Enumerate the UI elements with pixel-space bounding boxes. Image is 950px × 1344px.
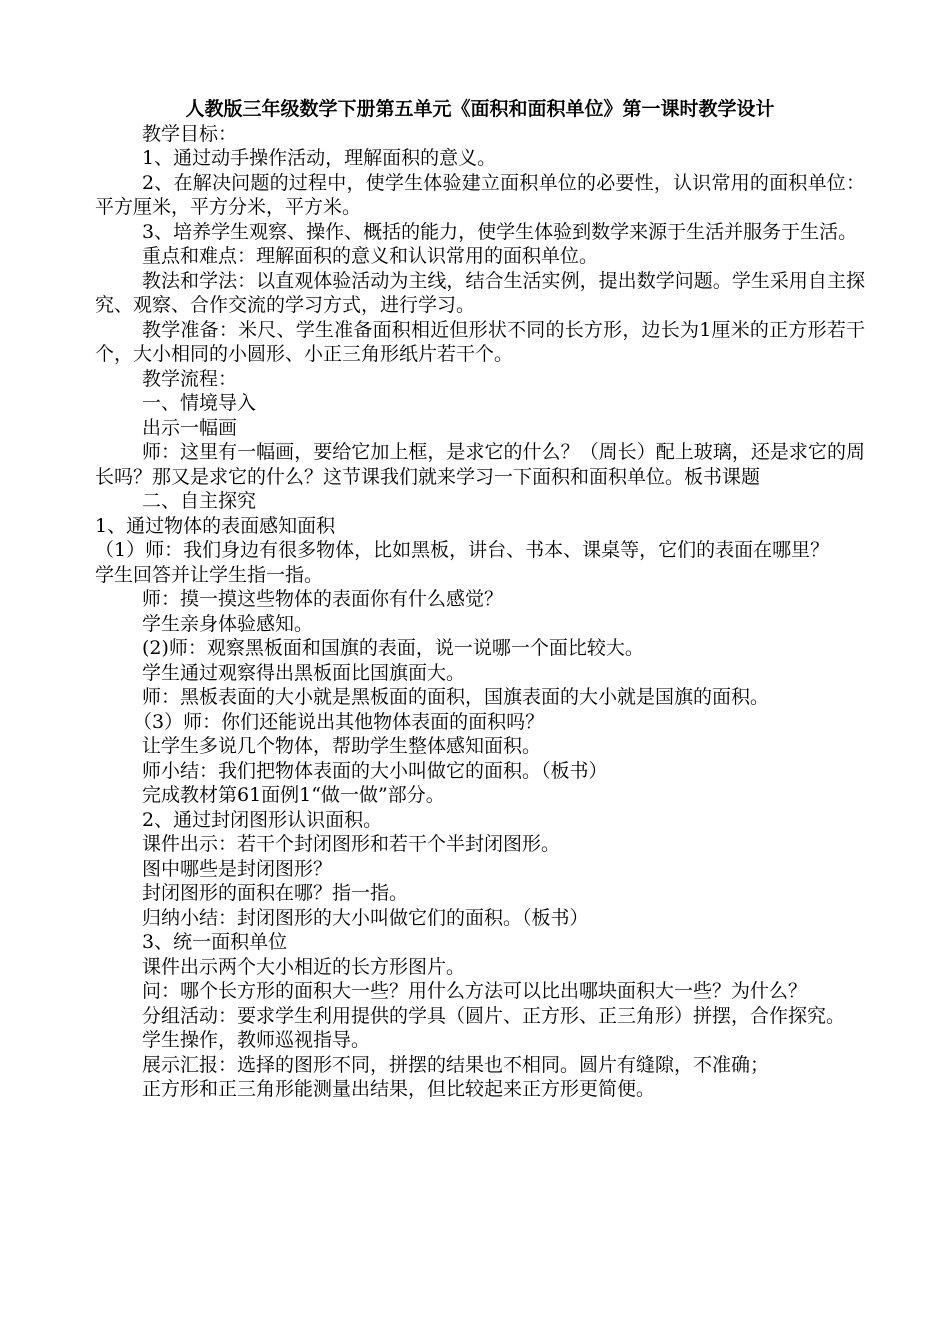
paragraph: 1、通过物体的表面感知面积 (95, 514, 336, 537)
paragraph: 出示一幅画 (142, 416, 238, 439)
paragraph: 师：黑板表面的大小就是黑板面的面积，国旗表面的大小就是国旗的面积。 (142, 686, 770, 708)
paragraph: 教法和学法：以直观体验活动为主线，结合生活实例，提出数学问题。学生采用自主探究、观察、合作交流的学习方式，进行学习。 (95, 269, 865, 316)
document-title: 人教版三年级数学下册第五单元《面积和面积单位》第一课时教学设计 (185, 98, 775, 120)
paragraph: 课件出示：若干个封闭图形和若干个半封闭图形。 (142, 833, 561, 855)
paragraph: 师：这里有一幅画，要给它加上框，是求它的什么？（周长）配上玻璃，还是求它的周长吗？那又是求它的什么？这节课我们就来学习一下面积和面积单位。板书课题 (95, 441, 865, 488)
paragraph: 图中哪些是封闭图形？ (142, 857, 333, 880)
paragraph: 师：摸一摸这些物体的表面你有什么感觉？ (142, 588, 504, 610)
paragraph: 学生回答并让学生指一指。 (95, 563, 324, 586)
paragraph: 3、培养学生观察、操作、概括的能力，使学生体验到数学来源于生活并服务于生活。 (142, 220, 858, 243)
paragraph: 1、通过动手操作活动，理解面积的意义。 (142, 147, 497, 169)
paragraph: 完成教材第61面例1“做一做”部分。 (142, 784, 445, 806)
paragraph: 学生通过观察得出黑板面比国旗面大。 (142, 661, 466, 684)
paragraph: 2、在解决问题的过程中，使学生体验建立面积单位的必要性，认识常用的面积单位：平方厘米，平方分米，平方米。 (95, 171, 865, 218)
paragraph: 封闭图形的面积在哪？指一指。 (142, 882, 409, 904)
document-body (95, 97, 865, 1102)
paragraph-list (95, 122, 865, 1102)
paragraph: 一、情境导入 (142, 392, 257, 414)
paragraph: 问：哪个长方形的面积大一些？用什么方法可以比出哪块面积大一些？为什么？ (142, 980, 808, 1002)
paragraph: 重点和难点：理解面积的意义和认识常用的面积单位。 (142, 245, 599, 267)
paragraph: 学生亲身体验感知。 (142, 612, 314, 635)
paragraph: 课件出示两个大小相近的长方形图片。 (142, 955, 466, 978)
paragraph: 2、通过封闭图形认识面积。 (142, 808, 383, 831)
paragraph: （3）师：你们还能说出其他物体表面的面积吗？ (133, 710, 545, 733)
paragraph: 展示汇报：选择的图形不同，拼摆的结果也不相同。圆片有缝隙，不准确； (142, 1053, 770, 1076)
paragraph: 二、自主探究 (142, 490, 257, 512)
paragraph: 让学生多说几个物体，帮助学生整体感知面积。 (142, 735, 542, 757)
paragraph: 教学准备：米尺、学生准备面积相近但形状不同的长方形，边长为1厘米的正方形若干个，大小相同的小圆形、小正三角形纸片若干个。 (95, 318, 865, 365)
paragraph: （1）师：我们身边有很多物体，比如黑板，讲台、书本、课桌等，它们的表面在哪里？ (95, 539, 830, 561)
paragraph: 归纳小结：封闭图形的大小叫做它们的面积。（板书） (142, 906, 589, 929)
paragraph: 教学流程： (142, 367, 238, 390)
paragraph: (2)师：观察黑板面和国旗的表面，说一说哪一个面比较大。 (142, 637, 644, 659)
paragraph: 分组活动：要求学生利用提供的学具（圆片、正方形、正三角形）拼摆，合作探究。 (142, 1004, 846, 1027)
paragraph: 师小结：我们把物体表面的大小叫做它的面积。（板书） (142, 759, 608, 782)
paragraph: 3、统一面积单位 (142, 931, 288, 953)
paragraph: 教学目标： (142, 122, 238, 145)
paragraph: 正方形和正三角形能测量出结果，但比较起来正方形更简便。 (142, 1078, 656, 1100)
paragraph: 学生操作，教师巡视指导。 (142, 1029, 371, 1051)
